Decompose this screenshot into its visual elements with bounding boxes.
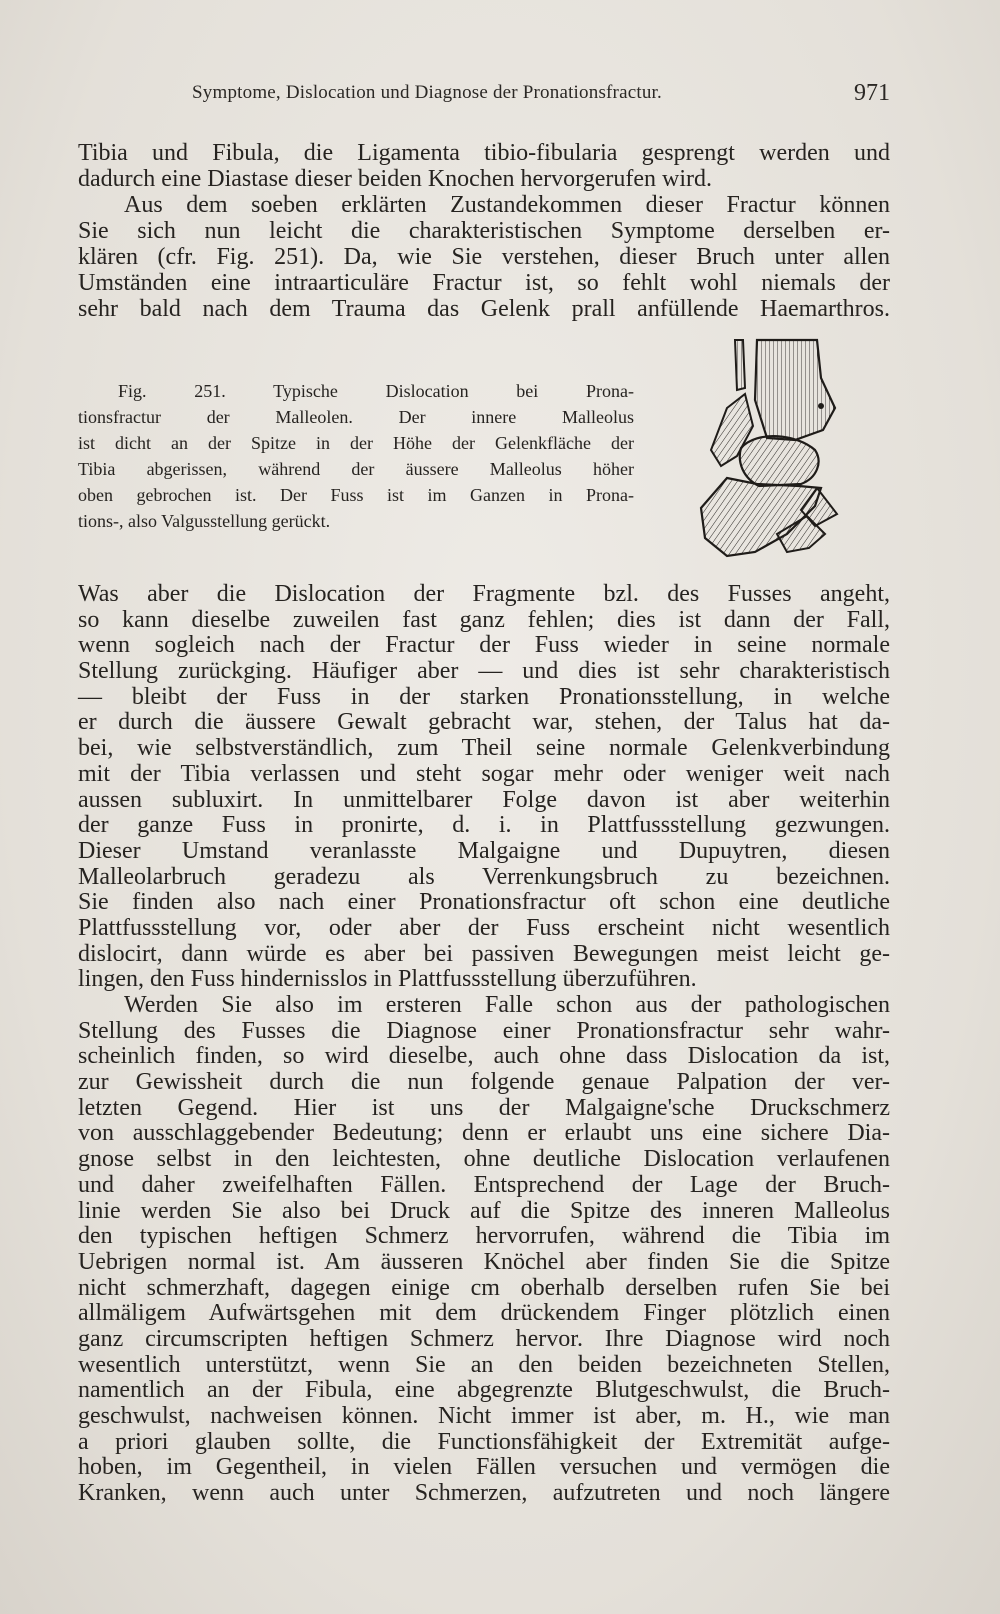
page-header bbox=[78, 76, 890, 116]
text-line: aussen subluxirt. In unmittelbarer Folge davon ist aber weiterhin bbox=[78, 786, 890, 813]
fibula-shape bbox=[735, 340, 745, 390]
caption-line: Fig. 251. Typische Dislocation bei Prona- bbox=[118, 381, 634, 401]
text-line: dislocirt, dann würde es aber bei passiven Bewegungen meist leicht ge- bbox=[78, 940, 890, 967]
text-line: Stellung des Fusses die Diagnose einer Pronationsfractur sehr wahr- bbox=[78, 1017, 890, 1044]
text-line: — bleibt der Fuss in der starken Pronationsstellung, in welche bbox=[78, 683, 890, 710]
text-line: dadurch eine Diastase dieser beiden Knochen hervorgerufen wird. bbox=[78, 166, 712, 192]
text-line: den typischen heftigen Schmerz hervorrufen, während die Tibia im bbox=[78, 1223, 890, 1250]
page-number: 971 bbox=[854, 80, 890, 106]
text-line: Sie finden also nach einer Pronationsfractur oft schon eine deutliche bbox=[78, 889, 890, 916]
text-line: von ausschlaggebender Bedeutung; denn er erlaubt uns eine sichere Dia- bbox=[78, 1120, 890, 1147]
text-line: der ganze Fuss in pronirte, d. i. in Plattfussstellung gezwungen. bbox=[78, 812, 890, 839]
caption-line: ist dicht an der Spitze in der Höhe der Gelenkfläche der bbox=[78, 433, 634, 453]
text-line: Dieser Umstand veranlasste Malgaigne und Dupuytren, diesen bbox=[78, 837, 890, 864]
caption-line: Tibia abgerissen, während der äussere Malleolus höher bbox=[78, 459, 634, 479]
text-line: sehr bald nach dem Trauma das Gelenk prall anfüllende Haemarthros. bbox=[78, 296, 890, 322]
text-line: Sie sich nun leicht die charakteristischen Symptome derselben er- bbox=[78, 218, 890, 244]
text-line: Uebrigen normal ist. Am äusseren Knöchel aber finden Sie die Spitze bbox=[78, 1248, 890, 1275]
text-line: Werden Sie also im ersteren Falle schon aus der pathologischen bbox=[124, 992, 890, 1018]
text-line: Kranken, wenn auch unter Schmerzen, aufzutreten und noch längere bbox=[78, 1480, 890, 1507]
ankle-fracture-illustration bbox=[697, 338, 855, 570]
text-line: namentlich an der Fibula, eine abgegrenzte Blutgeschwulst, die Bruch- bbox=[78, 1377, 890, 1404]
text-line: so kann dieselbe zuweilen fast ganz fehlen; dies ist dann der Fall, bbox=[78, 606, 890, 633]
text-line: linie werden Sie also bei Druck auf die Spitze des inneren Malleolus bbox=[78, 1197, 890, 1224]
running-title: Symptome, Dislocation und Diagnose der Pronationsfractur. bbox=[192, 82, 662, 103]
text-line: allmäligem Aufwärtsgehen mit dem drückendem Finger plötzlich einen bbox=[78, 1300, 890, 1327]
text-line: wenn sogleich nach der Fractur der Fuss wieder in seine normale bbox=[78, 632, 890, 659]
text-line: geschwulst, nachweisen können. Nicht immer ist aber, m. H., wie man bbox=[78, 1403, 890, 1429]
paragraph-1 bbox=[78, 140, 890, 322]
paragraph-2 bbox=[78, 582, 890, 1507]
text-line: Stellung zurückging. Häufiger aber — und dies ist sehr charakteristisch bbox=[78, 658, 890, 685]
figure-caption bbox=[78, 378, 634, 534]
text-line: bei, wie selbstverständlich, zum Theil seine normale Gelenkverbindung bbox=[78, 735, 890, 762]
caption-line: tions-, also Valgusstellung gerückt. bbox=[78, 511, 331, 531]
caption-line: oben gebrochen ist. Der Fuss ist im Ganzen in Prona- bbox=[78, 485, 634, 505]
text-line: Was aber die Dislocation der Fragmente bzl. des Fusses angeht, bbox=[78, 581, 890, 607]
text-line: er durch die äussere Gewalt gebracht war, stehen, der Talus hat da- bbox=[78, 709, 890, 736]
text-line: zur Gewissheit durch die nun folgende genaue Palpation der ver- bbox=[78, 1069, 890, 1096]
text-line: gnose selbst in den leichtesten, ohne deutliche Dislocation verlaufenen bbox=[78, 1146, 890, 1173]
text-line: wesentlich unterstützt, wenn Sie an den beiden bezeichneten Stellen, bbox=[78, 1351, 890, 1378]
text-line: Malleolarbruch geradezu als Verrenkungsbruch zu bezeichnen. bbox=[78, 863, 890, 890]
text-line: mit der Tibia verlassen und steht sogar mehr oder weniger weit nach bbox=[78, 760, 890, 787]
text-line: letzten Gegend. Hier ist uns der Malgaigne'sche Druckschmerz bbox=[78, 1094, 890, 1121]
talus-shape bbox=[740, 436, 819, 486]
text-line: und daher zweifelhaften Fällen. Entsprechend der Lage der Bruch- bbox=[78, 1171, 890, 1198]
text-line: lingen, den Fuss hindernisslos in Plattfussstellung überzuführen. bbox=[78, 966, 697, 993]
caption-line: tionsfractur der Malleolen. Der innere Malleolus bbox=[78, 407, 634, 427]
text-line: Umständen eine intraarticuläre Fractur ist, so fehlt wohl niemals der bbox=[78, 270, 890, 296]
text-line: scheinlich finden, so wird dieselbe, auch ohne dass Dislocation da ist, bbox=[78, 1043, 890, 1070]
text-line: Tibia und Fibula, die Ligamenta tibio-fibularia gesprengt werden und bbox=[78, 140, 890, 166]
text-line: nicht schmerzhaft, dagegen einige cm oberhalb derselben rufen Sie bei bbox=[78, 1274, 890, 1301]
text-line: hoben, im Gegentheil, in vielen Fällen versuchen und vermögen die bbox=[78, 1454, 890, 1481]
text-line: klären (cfr. Fig. 251). Da, wie Sie verstehen, dieser Bruch unter allen bbox=[78, 244, 890, 270]
text-line: a priori glauben sollte, die Functionsfähigkeit der Extremität aufge- bbox=[78, 1428, 890, 1455]
text-line: Plattfussstellung vor, oder aber der Fuss erscheint nicht wesentlich bbox=[78, 914, 890, 941]
tibia-shape bbox=[755, 340, 835, 440]
text-line: ganz circumscripten heftigen Schmerz hervor. Ihre Diagnose wird noch bbox=[78, 1325, 890, 1352]
text-line: Aus dem soeben erklärten Zustandekommen dieser Fractur können bbox=[124, 192, 890, 218]
